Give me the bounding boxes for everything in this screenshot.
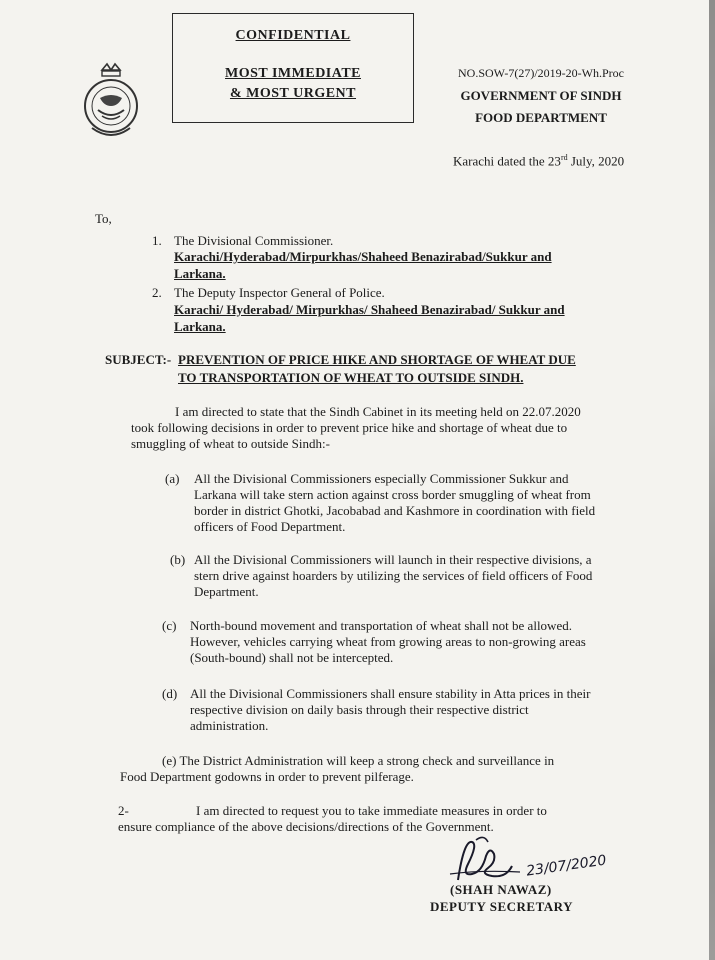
decision-label: (b) <box>170 552 186 567</box>
intro-line: took following decisions in order to prevent price hike and shortage of wheat due to <box>131 420 568 435</box>
recipient-places: Larkana. <box>174 266 226 281</box>
decision-line: respective division on daily basis through their respective district <box>190 702 529 717</box>
recipient-title: The Divisional Commissioner. <box>174 233 334 248</box>
most-immediate-label: MOST IMMEDIATE <box>225 66 361 81</box>
subject-line: PREVENTION OF PRICE HIKE AND SHORTAGE OF WHEAT DUE <box>178 352 576 367</box>
recipient-number: 2. <box>152 285 162 300</box>
paragraph-line: ensure compliance of the above decisions/directions of the Government. <box>118 819 494 834</box>
decision-line: However, vehicles carrying wheat from growing areas to non-growing areas <box>190 634 586 649</box>
date-suffix: July, 2020 <box>567 153 625 169</box>
recipient-places: Karachi/ Hyderabad/ Mirpurkhas/ Shaheed Benazirabad/ Sukkur and <box>174 302 565 317</box>
subject-label: SUBJECT:- <box>105 352 172 367</box>
recipient-places: Larkana. <box>174 319 226 334</box>
paragraph-number: 2- <box>118 803 129 818</box>
scan-edge <box>709 0 715 960</box>
decision-line: All the Divisional Commissioners will launch in their respective divisions, a <box>194 552 592 567</box>
confidential-label: CONFIDENTIAL <box>235 28 351 43</box>
decision-e-line: (e) The District Administration will keep a strong check and surveillance in <box>162 753 555 768</box>
department-name: FOOD DEPARTMENT <box>475 110 607 125</box>
signature-date: 23/07/2020 <box>525 852 608 880</box>
signatory-name: (SHAH NAWAZ) <box>450 882 552 897</box>
decision-line: North-bound movement and transportation of wheat shall not be allowed. <box>190 618 572 633</box>
decision-line: officers of Food Department. <box>194 519 346 534</box>
date-superscript: rd <box>560 153 568 162</box>
decision-line: All the Divisional Commissioners shall ensure stability in Atta prices in their <box>190 686 591 701</box>
signatory-designation: DEPUTY SECRETARY <box>430 899 573 914</box>
recipient-places: Karachi/Hyderabad/Mirpurkhas/Shaheed Benazirabad/Sukkur and <box>174 249 552 264</box>
government-seal-icon <box>80 62 142 140</box>
recipient-number: 1. <box>152 233 162 248</box>
decision-label: (a) <box>165 471 180 486</box>
recipient-title: The Deputy Inspector General of Police. <box>174 285 385 300</box>
to-label: To, <box>95 211 112 226</box>
subject-line: TO TRANSPORTATION OF WHEAT TO OUTSIDE SINDH. <box>178 370 524 385</box>
decision-line: (South-bound) shall not be intercepted. <box>190 650 394 665</box>
confidential-box <box>172 13 414 123</box>
intro-line: I am directed to state that the Sindh Cabinet in its meeting held on 22.07.2020 <box>175 404 581 419</box>
reference-number: NO.SOW-7(27)/2019-20-Wh.Proc <box>458 66 624 80</box>
decision-label: (c) <box>162 618 177 633</box>
decision-line: stern drive against hoarders by utilizing the services of field officers of Food <box>194 568 593 583</box>
decision-line: Larkana will take stern action against cross border smuggling of wheat from <box>194 487 591 502</box>
decision-e-line: Food Department godowns in order to prevent pilferage. <box>120 769 414 784</box>
date-prefix: Karachi dated the 23 <box>453 153 561 169</box>
letter-date <box>453 150 624 169</box>
decision-line: Department. <box>194 584 259 599</box>
intro-line: smuggling of wheat to outside Sindh:- <box>131 436 330 451</box>
most-urgent-label: & MOST URGENT <box>229 86 357 101</box>
decision-line: administration. <box>190 718 269 733</box>
decision-label: (d) <box>162 686 178 701</box>
government-name: GOVERNMENT OF SINDH <box>460 88 622 103</box>
decision-line: All the Divisional Commissioners especially Commissioner Sukkur and <box>194 471 569 486</box>
decision-line: border in district Ghotki, Jacobabad and Kashmore in coordination with field <box>194 503 596 518</box>
paragraph-line: I am directed to request you to take immediate measures in order to <box>196 803 547 818</box>
